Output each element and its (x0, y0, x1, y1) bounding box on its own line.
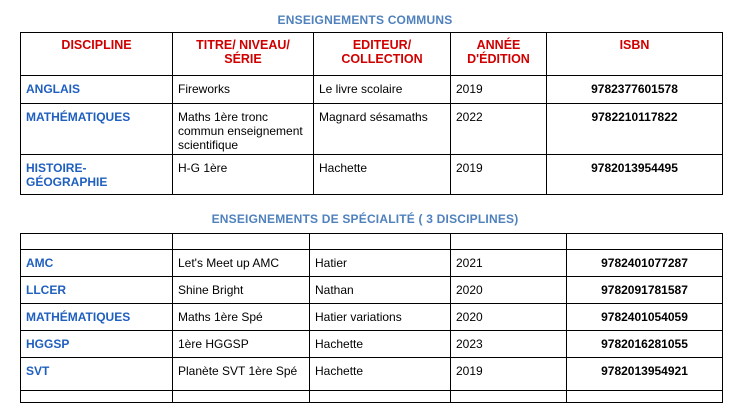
cell-editeur: Hatier (310, 250, 451, 277)
cell-discipline: ANGLAIS (21, 76, 173, 104)
section-title-specialite: ENSEIGNEMENTS DE SPÉCIALITÉ ( 3 DISCIPLINES) (211, 212, 519, 226)
cell-annee: 2022 (451, 104, 547, 155)
cell-discipline: SVT (21, 358, 173, 391)
table-enseignements-communs (20, 32, 723, 195)
cell-annee: 2020 (451, 304, 567, 331)
cell-editeur: Hatier variations (310, 304, 451, 331)
cell-editeur: Le livre scolaire (314, 76, 451, 104)
cell-discipline: HISTOIRE-GÉOGRAPHIE (21, 155, 173, 195)
cell-titre: Let's Meet up AMC (173, 250, 310, 277)
cell-editeur: Magnard sésamaths (314, 104, 451, 155)
cell-discipline: LLCER (21, 277, 173, 304)
header-isbn: ISBN (547, 33, 723, 76)
cell-isbn: 9782013954921 (567, 358, 723, 391)
cell-titre: Planète SVT 1ère Spé (173, 358, 310, 391)
cell-annee: 2023 (451, 331, 567, 358)
table-row (21, 358, 723, 391)
header-discipline: DISCIPLINE (21, 33, 173, 76)
cell-isbn: 9782091781587 (567, 277, 723, 304)
table-row (21, 104, 723, 155)
table-enseignements-specialite (20, 233, 723, 403)
cell-isbn: 9782013954495 (547, 155, 723, 195)
cell-editeur: Hachette (310, 358, 451, 391)
cell-annee: 2019 (451, 76, 547, 104)
cell-titre: Shine Bright (173, 277, 310, 304)
cell-titre: H-G 1ère (173, 155, 314, 195)
cell-annee: 2021 (451, 250, 567, 277)
table-header-row (21, 33, 723, 76)
cell-isbn: 9782377601578 (547, 76, 723, 104)
table-row (21, 277, 723, 304)
cell-isbn: 9782016281055 (567, 331, 723, 358)
cell-annee: 2019 (451, 358, 567, 391)
table-blank-row (21, 391, 723, 403)
cell-discipline: AMC (21, 250, 173, 277)
cell-titre: 1ère HGGSP (173, 331, 310, 358)
cell-editeur: Hachette (314, 155, 451, 195)
cell-isbn: 9782401054059 (567, 304, 723, 331)
cell-titre: Maths 1ère tronc commun enseignement scientifique (173, 104, 314, 155)
cell-titre: Maths 1ère Spé (173, 304, 310, 331)
cell-isbn: 9782401077287 (567, 250, 723, 277)
cell-titre: Fireworks (173, 76, 314, 104)
section-title-communs: ENSEIGNEMENTS COMMUNS (277, 13, 453, 27)
cell-discipline: HGGSP (21, 331, 173, 358)
table-row (21, 331, 723, 358)
table-row (21, 250, 723, 277)
cell-editeur: Nathan (310, 277, 451, 304)
table-blank-row (21, 234, 723, 250)
table-row (21, 76, 723, 104)
cell-discipline: MATHÉMATIQUES (21, 104, 173, 155)
table-row (21, 304, 723, 331)
cell-isbn: 9782210117822 (547, 104, 723, 155)
cell-editeur: Hachette (310, 331, 451, 358)
header-titre: TITRE/ NIVEAU/ SÉRIE (173, 33, 314, 76)
header-annee: ANNÉE D'ÉDITION (451, 33, 547, 76)
header-editeur: EDITEUR/ COLLECTION (314, 33, 451, 76)
cell-annee: 2020 (451, 277, 567, 304)
cell-discipline: MATHÉMATIQUES (21, 304, 173, 331)
cell-annee: 2019 (451, 155, 547, 195)
table-row (21, 155, 723, 195)
